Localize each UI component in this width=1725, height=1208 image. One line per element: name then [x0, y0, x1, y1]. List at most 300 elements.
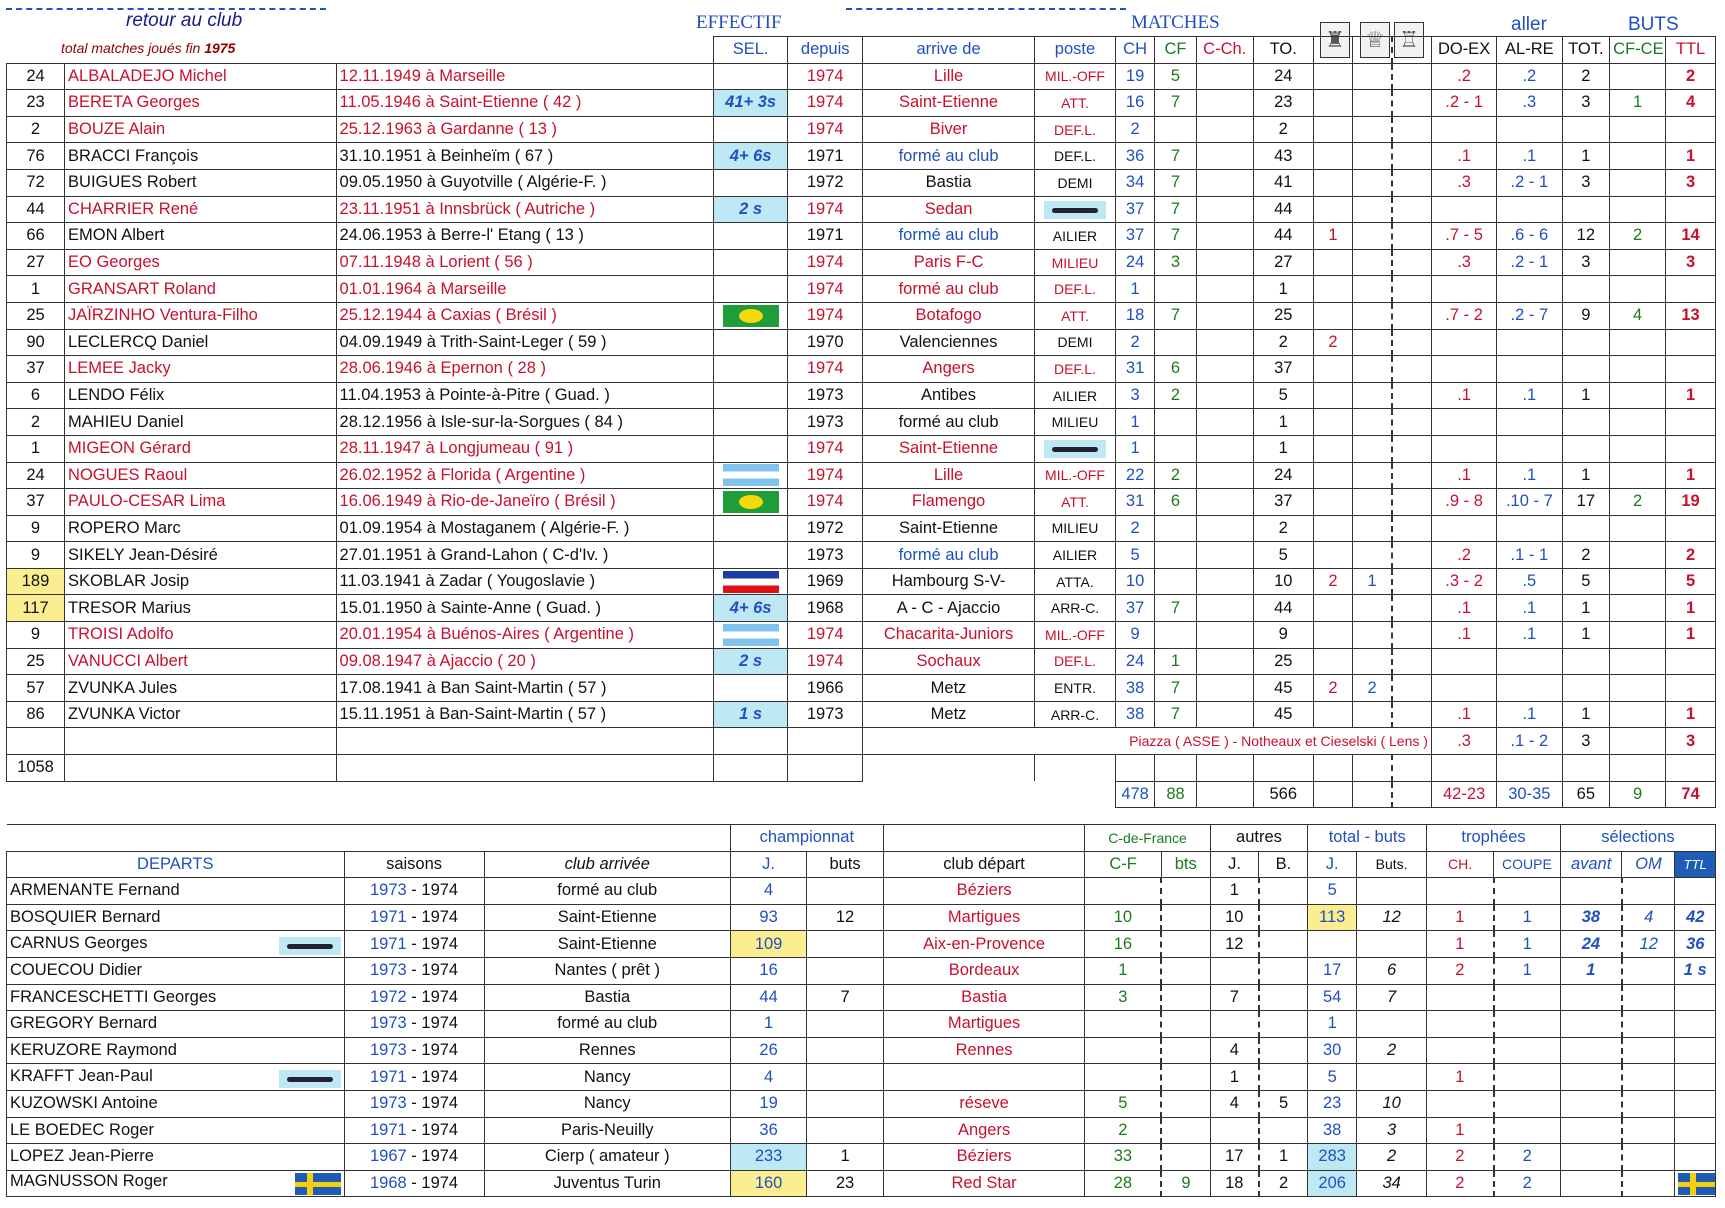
departure-total-buts: 6 — [1357, 957, 1427, 984]
player-trophy-1 — [1313, 116, 1352, 143]
player-tot — [1562, 648, 1610, 675]
player-cch — [1196, 435, 1253, 462]
departure-autres-b — [1259, 878, 1308, 905]
player-cch — [1196, 462, 1253, 489]
col-trophy-coupe: COUPE — [1494, 851, 1561, 878]
player-number: 25 — [7, 302, 65, 329]
championnat-group: championnat — [730, 825, 883, 852]
departure-sel-avant — [1560, 984, 1622, 1011]
player-ch: 31 — [1115, 489, 1154, 516]
player-cf: 6 — [1155, 356, 1196, 383]
airplane-icon — [1044, 440, 1106, 458]
matches-total-row — [7, 755, 1716, 782]
championship-trophy-icon: ♜ — [1320, 22, 1350, 58]
player-trophy-2 — [1353, 116, 1392, 143]
departure-cf: 16 — [1085, 931, 1161, 958]
player-row — [7, 701, 1716, 728]
player-row — [7, 329, 1716, 356]
departure-total-j: 17 — [1308, 957, 1357, 984]
player-number: 90 — [7, 329, 65, 356]
player-alre: .1 — [1497, 462, 1562, 489]
player-from: formé au club — [863, 276, 1035, 303]
player-to: 27 — [1253, 249, 1313, 276]
player-doex — [1431, 329, 1496, 356]
player-trophy-2 — [1353, 196, 1392, 223]
player-cch — [1196, 169, 1253, 196]
player-number: 27 — [7, 249, 65, 276]
col-departs: DEPARTS — [7, 851, 345, 878]
col-to: TO. — [1253, 37, 1313, 64]
player-ch: 18 — [1115, 302, 1154, 329]
departure-buts: 12 — [807, 904, 883, 931]
player-ch: 34 — [1115, 169, 1154, 196]
departure-sel-avant — [1560, 1037, 1622, 1064]
player-trophy-1 — [1313, 169, 1352, 196]
player-selections: 4+ 6s — [713, 143, 788, 170]
departure-club-depart: Béziers — [883, 878, 1085, 905]
player-name: BRACCI François — [65, 143, 337, 170]
player-name: CHARRIER René — [65, 196, 337, 223]
player-from: Chacarita-Juniors — [863, 622, 1035, 649]
departure-name: LE BOEDEC Roger — [7, 1117, 345, 1144]
departure-cf: 2 — [1085, 1117, 1161, 1144]
player-doex: .9 - 8 — [1431, 489, 1496, 516]
player-alre: .1 — [1497, 595, 1562, 622]
player-number: 9 — [7, 515, 65, 542]
player-from: Metz — [863, 701, 1035, 728]
departure-sel-avant: 38 — [1560, 904, 1622, 931]
player-to: 43 — [1253, 143, 1313, 170]
departure-cf: 10 — [1085, 904, 1161, 931]
player-selections — [713, 276, 788, 303]
player-doex — [1431, 356, 1496, 383]
player-alre: .1 - 1 — [1497, 542, 1562, 569]
player-ttl: 1 — [1666, 143, 1716, 170]
player-birth: 12.11.1949 à Marseille — [336, 63, 713, 90]
departure-row — [7, 1117, 1716, 1144]
player-position: DEF.L. — [1035, 276, 1116, 303]
player-trophy-1 — [1313, 515, 1352, 542]
departure-club-depart: Martigues — [883, 1011, 1085, 1038]
player-trophy-2 — [1353, 356, 1392, 383]
player-name: SIKELY Jean-Désiré — [65, 542, 337, 569]
country-flag-icon — [723, 624, 779, 646]
player-cfce — [1610, 595, 1666, 622]
player-cf — [1155, 622, 1196, 649]
total-ch: 478 — [1115, 781, 1154, 808]
player-alre — [1497, 435, 1562, 462]
departure-name: BOSQUIER Bernard — [7, 904, 345, 931]
player-number: 86 — [7, 701, 65, 728]
departure-autres-b — [1259, 957, 1308, 984]
player-cfce: 1 — [1610, 90, 1666, 117]
departure-autres-j: 10 — [1210, 904, 1259, 931]
player-ch: 36 — [1115, 143, 1154, 170]
col-depuis: depuis — [788, 37, 863, 64]
airplane-icon — [1044, 201, 1106, 219]
col-sel-om: OM — [1622, 851, 1675, 878]
col-bts: bts — [1161, 851, 1210, 878]
player-ch: 2 — [1115, 515, 1154, 542]
departure-buts — [807, 931, 883, 958]
player-name: SKOBLAR Josip — [65, 568, 337, 595]
player-ch: 1 — [1115, 435, 1154, 462]
departure-autres-j: 7 — [1210, 984, 1259, 1011]
player-cfce — [1610, 276, 1666, 303]
player-cf: 6 — [1155, 489, 1196, 516]
departure-row — [7, 1090, 1716, 1117]
total-cfce: 9 — [1610, 781, 1666, 808]
player-selections — [713, 223, 788, 250]
player-name: EMON Albert — [65, 223, 337, 250]
player-selections — [713, 169, 788, 196]
departure-autres-b — [1259, 1037, 1308, 1064]
player-trophy-1 — [1313, 542, 1352, 569]
player-number: 37 — [7, 356, 65, 383]
player-birth: 01.01.1964 à Marseille — [336, 276, 713, 303]
departure-trophy-coupe — [1494, 1117, 1561, 1144]
player-trophy-1 — [1313, 356, 1352, 383]
departure-sel-ttl — [1675, 878, 1716, 905]
player-cf: 7 — [1155, 701, 1196, 728]
player-row — [7, 302, 1716, 329]
departure-club-arrivee: Juventus Turin — [484, 1170, 730, 1197]
player-row — [7, 196, 1716, 223]
player-tot — [1562, 409, 1610, 436]
player-trophy-2 — [1353, 90, 1392, 117]
player-doex: .7 - 5 — [1431, 223, 1496, 250]
player-cfce — [1610, 196, 1666, 223]
player-ch: 38 — [1115, 675, 1154, 702]
player-row — [7, 223, 1716, 250]
departure-cf — [1085, 1037, 1161, 1064]
player-since: 1974 — [788, 302, 863, 329]
player-cf: 7 — [1155, 595, 1196, 622]
player-doex — [1431, 435, 1496, 462]
player-selections — [713, 302, 788, 329]
player-position: DEMI — [1035, 169, 1116, 196]
player-cch — [1196, 249, 1253, 276]
player-tot — [1562, 329, 1610, 356]
player-to: 24 — [1253, 462, 1313, 489]
player-to: 10 — [1253, 568, 1313, 595]
player-row — [7, 169, 1716, 196]
player-selections: 1 s — [713, 701, 788, 728]
player-ttl: 1 — [1666, 622, 1716, 649]
player-trophy-1 — [1313, 648, 1352, 675]
col-trophy-ch: CH. — [1427, 851, 1494, 878]
player-to: 44 — [1253, 595, 1313, 622]
departure-buts: 7 — [807, 984, 883, 1011]
player-since: 1974 — [788, 462, 863, 489]
col-club-depart: club départ — [883, 851, 1085, 878]
player-since: 1974 — [788, 90, 863, 117]
col-cf: C-F — [1085, 851, 1161, 878]
player-number: 9 — [7, 622, 65, 649]
departure-name: GREGORY Bernard — [7, 1011, 345, 1038]
departure-sel-avant: 1 — [1560, 957, 1622, 984]
col-sel: SEL. — [713, 37, 788, 64]
departure-name: CARNUS Georges — [7, 931, 345, 958]
player-ttl — [1666, 196, 1716, 223]
player-from: Sedan — [863, 196, 1035, 223]
player-row — [7, 63, 1716, 90]
player-doex — [1431, 276, 1496, 303]
player-ch: 3 — [1115, 382, 1154, 409]
trophees-group: trophées — [1427, 825, 1561, 852]
player-name: LEMEE Jacky — [65, 356, 337, 383]
player-cch — [1196, 701, 1253, 728]
departure-seasons: 1971 - 1974 — [344, 931, 484, 958]
player-since: 1974 — [788, 648, 863, 675]
departure-autres-j: 1 — [1210, 878, 1259, 905]
player-to: 44 — [1253, 223, 1313, 250]
player-alre: .2 — [1497, 63, 1562, 90]
departure-name: ARMENANTE Fernand — [7, 878, 345, 905]
player-to: 1 — [1253, 409, 1313, 436]
player-tot — [1562, 435, 1610, 462]
own-goals-row — [7, 728, 1716, 755]
player-name: ALBALADEJO Michel — [65, 63, 337, 90]
player-ttl: 3 — [1666, 169, 1716, 196]
player-doex: .2 — [1431, 63, 1496, 90]
player-cch — [1196, 90, 1253, 117]
player-alre — [1497, 329, 1562, 356]
col-total-buts: Buts. — [1357, 851, 1427, 878]
player-trophy-1 — [1313, 489, 1352, 516]
own-goals-doex: .3 — [1431, 728, 1496, 755]
player-row — [7, 276, 1716, 303]
departure-trophy-coupe: 1 — [1494, 957, 1561, 984]
total-tot: 65 — [1562, 781, 1610, 808]
player-to: 24 — [1253, 63, 1313, 90]
european-cup-icon: ♖ — [1394, 22, 1424, 58]
col-cf: CF — [1155, 37, 1196, 64]
player-from: Antibes — [863, 382, 1035, 409]
player-ch: 1 — [1115, 409, 1154, 436]
departure-total-j: 283 — [1308, 1144, 1357, 1171]
departure-name: LOPEZ Jean-Pierre — [7, 1144, 345, 1171]
departure-name: KUZOWSKI Antoine — [7, 1090, 345, 1117]
departure-club-arrivee: Saint-Etienne — [484, 931, 730, 958]
departure-sel-om — [1622, 957, 1675, 984]
player-name: ZVUNKA Jules — [65, 675, 337, 702]
player-cch — [1196, 143, 1253, 170]
player-tot: 1 — [1562, 701, 1610, 728]
player-cfce — [1610, 169, 1666, 196]
departure-seasons: 1967 - 1974 — [344, 1144, 484, 1171]
player-cf: 7 — [1155, 90, 1196, 117]
player-trophy-2 — [1353, 143, 1392, 170]
player-cch — [1196, 568, 1253, 595]
departure-bts — [1161, 1064, 1210, 1091]
player-from: formé au club — [863, 143, 1035, 170]
player-selections — [713, 249, 788, 276]
departure-sel-ttl — [1675, 984, 1716, 1011]
departure-seasons: 1971 - 1974 — [344, 1117, 484, 1144]
departure-buts: 23 — [807, 1170, 883, 1197]
departure-club-arrivee: Saint-Etienne — [484, 904, 730, 931]
player-ttl — [1666, 648, 1716, 675]
departure-bts — [1161, 931, 1210, 958]
departure-seasons: 1968 - 1974 — [344, 1170, 484, 1197]
player-trophy-2 — [1353, 595, 1392, 622]
player-trophy-2 — [1353, 542, 1392, 569]
squad-sheet — [6, 0, 1716, 1193]
player-alre: .6 - 6 — [1497, 223, 1562, 250]
player-selections — [713, 622, 788, 649]
player-cfce — [1610, 329, 1666, 356]
departure-sel-ttl: 1 s — [1675, 957, 1716, 984]
player-doex — [1431, 196, 1496, 223]
player-cf — [1155, 276, 1196, 303]
player-trophy-2 — [1353, 622, 1392, 649]
player-birth: 01.09.1954 à Mostaganem ( Algérie-F. ) — [336, 515, 713, 542]
player-number: 66 — [7, 223, 65, 250]
player-ttl — [1666, 329, 1716, 356]
player-trophy-2 — [1353, 515, 1392, 542]
player-selections: 41+ 3s — [713, 90, 788, 117]
departure-total-buts: 12 — [1357, 904, 1427, 931]
player-to: 23 — [1253, 90, 1313, 117]
player-position: MIL.-OFF — [1035, 462, 1116, 489]
player-doex: .7 - 2 — [1431, 302, 1496, 329]
player-from: Bastia — [863, 169, 1035, 196]
player-ch: 5 — [1115, 542, 1154, 569]
departure-seasons: 1972 - 1974 — [344, 984, 484, 1011]
departure-j: 93 — [730, 904, 806, 931]
player-from: Hambourg S-V- — [863, 568, 1035, 595]
departure-seasons: 1973 - 1974 — [344, 1011, 484, 1038]
player-ttl: 14 — [1666, 223, 1716, 250]
player-since: 1974 — [788, 356, 863, 383]
player-name: GRANSART Roland — [65, 276, 337, 303]
departure-total-j: 1 — [1308, 1011, 1357, 1038]
player-cf: 7 — [1155, 169, 1196, 196]
player-row — [7, 435, 1716, 462]
player-alre: .1 — [1497, 382, 1562, 409]
player-tot: 3 — [1562, 90, 1610, 117]
departure-autres-j: 4 — [1210, 1037, 1259, 1064]
col-cfce: CF-CE — [1610, 37, 1666, 64]
player-row — [7, 542, 1716, 569]
departure-bts — [1161, 904, 1210, 931]
player-name: JAÏRZINHO Ventura-Filho — [65, 302, 337, 329]
player-doex: .1 — [1431, 143, 1496, 170]
player-birth: 23.11.1951 à Innsbrück ( Autriche ) — [336, 196, 713, 223]
player-ch: 9 — [1115, 622, 1154, 649]
departure-club-arrivee: Nantes ( prêt ) — [484, 957, 730, 984]
cdf-group: C-de-France — [1085, 825, 1210, 852]
player-ttl: 19 — [1666, 489, 1716, 516]
player-cch — [1196, 63, 1253, 90]
player-alre: .3 — [1497, 90, 1562, 117]
departure-total-j: 38 — [1308, 1117, 1357, 1144]
player-doex — [1431, 409, 1496, 436]
player-number: 24 — [7, 462, 65, 489]
departure-total-buts: 2 — [1357, 1144, 1427, 1171]
player-ttl: 13 — [1666, 302, 1716, 329]
player-to: 1 — [1253, 276, 1313, 303]
col-doex: DO-EX — [1431, 37, 1496, 64]
player-cf: 7 — [1155, 302, 1196, 329]
player-cch — [1196, 329, 1253, 356]
departures-header-row — [7, 851, 1716, 878]
player-alre: .1 — [1497, 143, 1562, 170]
player-trophy-1 — [1313, 462, 1352, 489]
departure-autres-b — [1259, 1064, 1308, 1091]
player-name: LENDO Félix — [65, 382, 337, 409]
player-to: 5 — [1253, 382, 1313, 409]
departure-club-arrivee: Nancy — [484, 1064, 730, 1091]
departure-sel-om — [1622, 1090, 1675, 1117]
player-row — [7, 356, 1716, 383]
airplane-icon — [279, 937, 341, 955]
player-tot: 1 — [1562, 622, 1610, 649]
departure-row — [7, 1011, 1716, 1038]
player-doex: .2 - 1 — [1431, 90, 1496, 117]
player-position: MIL.-OFF — [1035, 63, 1116, 90]
player-cf: 5 — [1155, 63, 1196, 90]
player-cfce — [1610, 515, 1666, 542]
departure-trophy-ch: 2 — [1427, 957, 1494, 984]
player-birth: 24.06.1953 à Berre-l' Etang ( 13 ) — [336, 223, 713, 250]
departure-row — [7, 931, 1716, 958]
departure-autres-b — [1259, 1117, 1308, 1144]
player-ch: 24 — [1115, 648, 1154, 675]
squad-table — [6, 36, 1716, 808]
player-row — [7, 622, 1716, 649]
sweden-flag-icon — [295, 1173, 341, 1195]
player-from: A - C - Ajaccio — [863, 595, 1035, 622]
departure-j: 233 — [730, 1144, 806, 1171]
player-since: 1974 — [788, 116, 863, 143]
player-tot — [1562, 675, 1610, 702]
player-doex — [1431, 675, 1496, 702]
player-trophy-1 — [1313, 302, 1352, 329]
player-ttl — [1666, 116, 1716, 143]
player-tot: 9 — [1562, 302, 1610, 329]
player-name: PAULO-CESAR Lima — [65, 489, 337, 516]
player-tot: 1 — [1562, 595, 1610, 622]
player-alre: .10 - 7 — [1497, 489, 1562, 516]
player-cch — [1196, 515, 1253, 542]
departure-cf — [1085, 1011, 1161, 1038]
col-saisons: saisons — [344, 851, 484, 878]
player-since: 1973 — [788, 382, 863, 409]
player-row — [7, 648, 1716, 675]
cup-trophy-icon: ♕ — [1360, 22, 1390, 58]
player-cfce — [1610, 143, 1666, 170]
player-since: 1974 — [788, 435, 863, 462]
player-alre: .1 — [1497, 622, 1562, 649]
player-to: 9 — [1253, 622, 1313, 649]
player-cf — [1155, 568, 1196, 595]
player-from: formé au club — [863, 223, 1035, 250]
player-ch: 37 — [1115, 223, 1154, 250]
departure-sel-om — [1622, 878, 1675, 905]
player-trophy-1 — [1313, 90, 1352, 117]
player-row — [7, 462, 1716, 489]
departure-trophy-ch: 1 — [1427, 1064, 1494, 1091]
player-number: 117 — [7, 595, 65, 622]
player-name: TRESOR Marius — [65, 595, 337, 622]
player-cf — [1155, 515, 1196, 542]
player-since: 1974 — [788, 63, 863, 90]
departure-sel-ttl — [1675, 1117, 1716, 1144]
country-flag-icon — [723, 464, 779, 486]
departure-trophy-coupe: 1 — [1494, 904, 1561, 931]
